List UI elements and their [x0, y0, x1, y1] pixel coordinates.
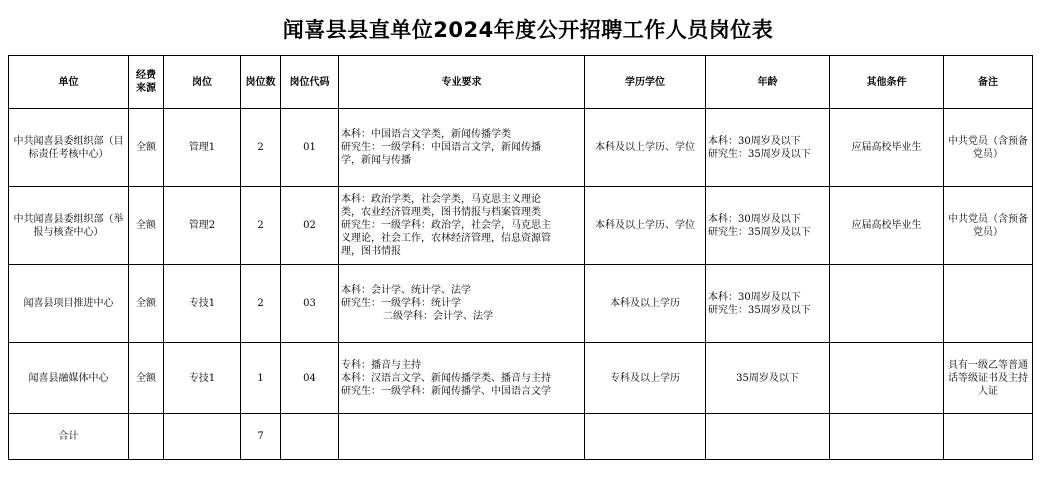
- cell-count: 2: [241, 187, 281, 265]
- cell-code: 02: [281, 187, 339, 265]
- major-line: 专科：播音与主持: [341, 359, 421, 371]
- major-line: 本科：会计学、统计学、法学: [341, 285, 471, 296]
- cell-other: [830, 265, 944, 343]
- cell-funding: 全额: [129, 109, 164, 187]
- header-remark: 备注: [944, 56, 1033, 109]
- empty-cell: [281, 414, 339, 460]
- cell-funding: 全额: [129, 265, 164, 343]
- cell-unit: 闻喜县融媒体中心: [9, 343, 129, 414]
- cell-count: 2: [241, 265, 281, 343]
- cell-post: 专技1: [164, 343, 241, 414]
- major-line: 本科：中国语言文学类，新闻传播学类: [341, 129, 511, 140]
- major-line: 类，农业经济管理类，图书情报与档案管理类: [341, 207, 541, 218]
- cell-major: [339, 109, 585, 187]
- major-line: 二级学科：会计学、法学: [383, 311, 493, 322]
- header-other: 其他条件: [830, 56, 944, 109]
- header-major: 专业要求: [339, 56, 585, 109]
- cell-remark: 具有一级乙等普通话等级证书及主持人证: [944, 343, 1033, 414]
- cell-other: [830, 343, 944, 414]
- age-line: 本科：30周岁及以下: [708, 135, 801, 147]
- major-line: 研究生：一级学科：新闻传播学、中国语言文学: [341, 385, 551, 397]
- cell-funding: 全额: [129, 343, 164, 414]
- age-line: 研究生：35周岁及以下: [708, 148, 811, 160]
- major-line: 理，图书情报: [341, 246, 401, 257]
- table-row: [9, 265, 1033, 343]
- cell-funding: 全额: [129, 187, 164, 265]
- major-line: 义理论，社会工作，农林经济管理，信息资源管: [341, 233, 551, 244]
- major-line: 学，新闻与传播: [341, 155, 411, 166]
- age-line: 研究生：35周岁及以下: [708, 304, 811, 316]
- cell-count: 2: [241, 109, 281, 187]
- major-line: 研究生：一级学科：政治学，社会学，马克思主: [341, 220, 551, 231]
- major-line: 本科：汉语言文学、新闻传播学类、播音与主持: [341, 372, 551, 384]
- total-label: 合计: [9, 414, 129, 460]
- cell-unit: 中共闻喜县委组织部（目标责任考核中心）: [9, 109, 129, 187]
- cell-age: [706, 109, 830, 187]
- cell-count: 1: [241, 343, 281, 414]
- page-title: 闻喜县县直单位2024年度公开招聘工作人员岗位表: [282, 18, 774, 42]
- cell-other: 应届高校毕业生: [830, 187, 944, 265]
- cell-unit: 中共闻喜县委组织部（举报与核查中心）: [9, 187, 129, 265]
- cell-other: 应届高校毕业生: [830, 109, 944, 187]
- cell-degree: 本科及以上学历: [585, 265, 706, 343]
- cell-major: [339, 343, 585, 414]
- empty-cell: [830, 414, 944, 460]
- cell-post: 管理1: [164, 109, 241, 187]
- header-row: [9, 56, 1033, 109]
- header-post: 岗位: [164, 56, 241, 109]
- header-age: 年龄: [706, 56, 830, 109]
- cell-unit: 闻喜县项目推进中心: [9, 265, 129, 343]
- cell-remark: 中共党员（含预备党员）: [944, 109, 1033, 187]
- cell-post: 管理2: [164, 187, 241, 265]
- cell-degree: 专科及以上学历: [585, 343, 706, 414]
- recruitment-table: [8, 55, 1033, 460]
- table-row: [9, 187, 1033, 265]
- major-line: 研究生：一级学科：统计学: [341, 298, 461, 309]
- empty-cell: [164, 414, 241, 460]
- cell-code: 01: [281, 109, 339, 187]
- cell-age: [706, 265, 830, 343]
- table-row: [9, 109, 1033, 187]
- empty-cell: [944, 414, 1033, 460]
- major-line: 本科：政治学类，社会学类，马克思主义理论: [341, 194, 541, 205]
- cell-code: 03: [281, 265, 339, 343]
- empty-cell: [585, 414, 706, 460]
- cell-major: [339, 187, 585, 265]
- empty-cell: [339, 414, 585, 460]
- cell-degree: 本科及以上学历、学位: [585, 187, 706, 265]
- cell-degree: 本科及以上学历、学位: [585, 109, 706, 187]
- total-row: [9, 414, 1033, 460]
- cell-age: [706, 343, 830, 414]
- cell-age: [706, 187, 830, 265]
- cell-post: 专技1: [164, 265, 241, 343]
- age-line: 35周岁及以下: [736, 372, 799, 384]
- header-unit: 单位: [9, 56, 129, 109]
- cell-remark: [944, 265, 1033, 343]
- major-line: 研究生：一级学科：中国语言文学，新闻传播: [341, 142, 541, 153]
- empty-cell: [129, 414, 164, 460]
- header-degree: 学历学位: [585, 56, 706, 109]
- empty-cell: [706, 414, 830, 460]
- header-code: 岗位代码: [281, 56, 339, 109]
- cell-code: 04: [281, 343, 339, 414]
- header-funding: 经费来源: [129, 56, 164, 109]
- table-row: [9, 343, 1033, 414]
- age-line: 本科：30周岁及以下: [708, 213, 801, 225]
- cell-remark: 中共党员（含预备党员）: [944, 187, 1033, 265]
- age-line: 研究生：35周岁及以下: [708, 226, 811, 238]
- total-count: 7: [241, 414, 281, 460]
- age-line: 本科：30周岁及以下: [708, 291, 801, 303]
- header-count: 岗位数: [241, 56, 281, 109]
- cell-major: [339, 265, 585, 343]
